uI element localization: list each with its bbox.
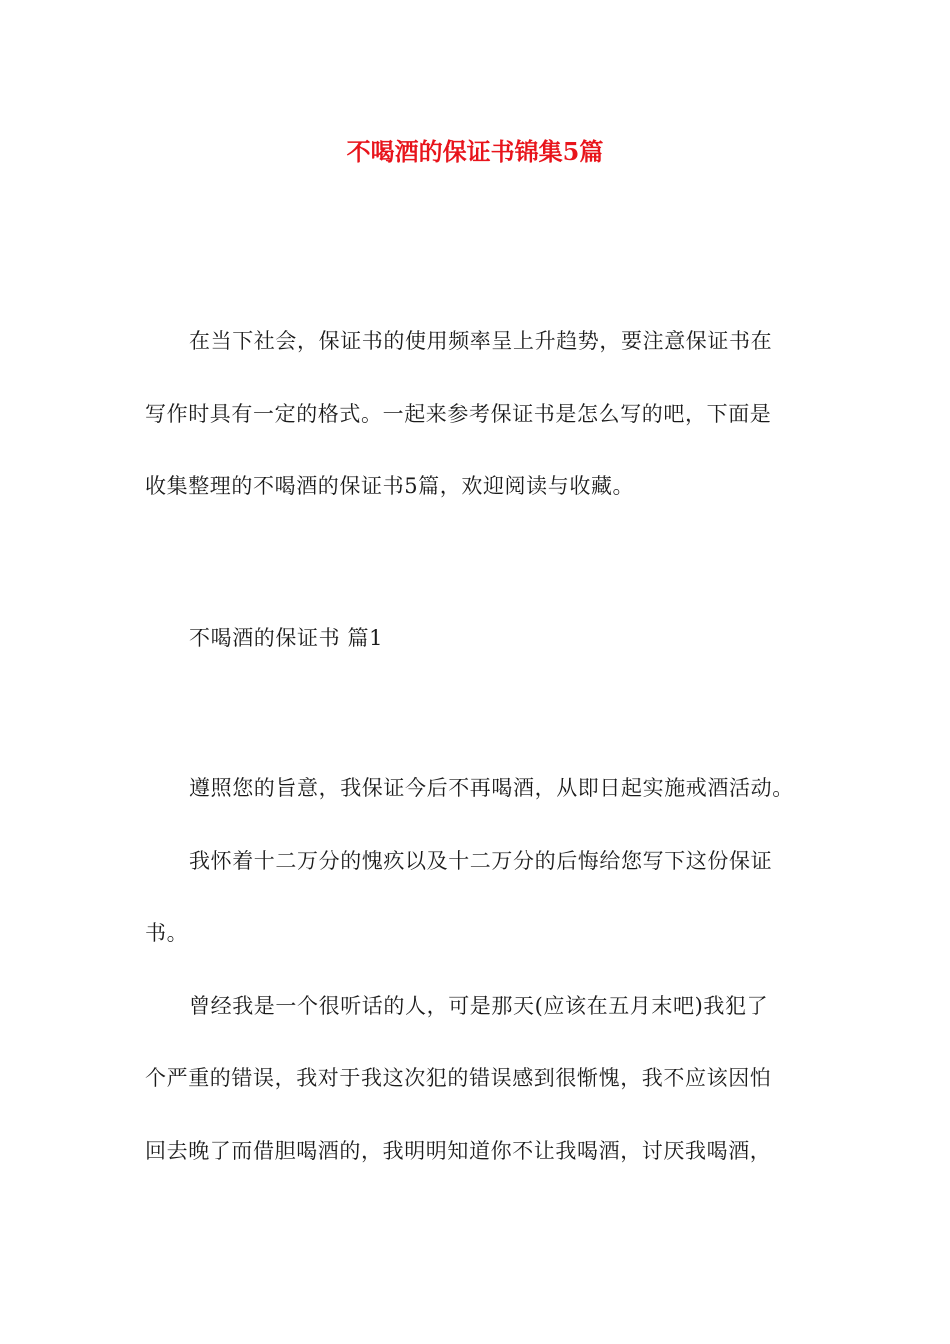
- intro-line: 在当下社会，保证书的使用频率呈上升趋势，要注意保证书在: [189, 329, 773, 353]
- body-line: 遵照您的旨意，我保证今后不再喝酒，从即日起实施戒酒活动。: [189, 776, 794, 800]
- document-title: 不喝酒的保证书锦集5篇: [346, 137, 604, 166]
- body-line: 回去晚了而借胆喝酒的，我明明知道你不让我喝酒，讨厌我喝酒，: [145, 1138, 772, 1163]
- section-heading: 不喝酒的保证书 篇1: [189, 626, 384, 650]
- body-line: 个严重的错误，我对于我这次犯的错误感到很惭愧，我不应该因怕: [145, 1066, 772, 1090]
- intro-line: 写作时具有一定的格式。一起来参考保证书是怎么写的吧，下面是: [145, 401, 772, 426]
- body-paragraphs: [145, 752, 810, 1187]
- body-line: 曾经我是一个很听话的人，可是那天(应该在五月末吧)我犯了: [189, 993, 769, 1018]
- body-line: 我怀着十二万分的愧疚以及十二万分的后悔给您写下这份保证: [189, 848, 773, 873]
- body-line: 书。: [145, 921, 189, 945]
- intro-line: 收集整理的不喝酒的保证书5篇，欢迎阅读与收藏。: [145, 474, 635, 498]
- intro-paragraph: [145, 305, 810, 523]
